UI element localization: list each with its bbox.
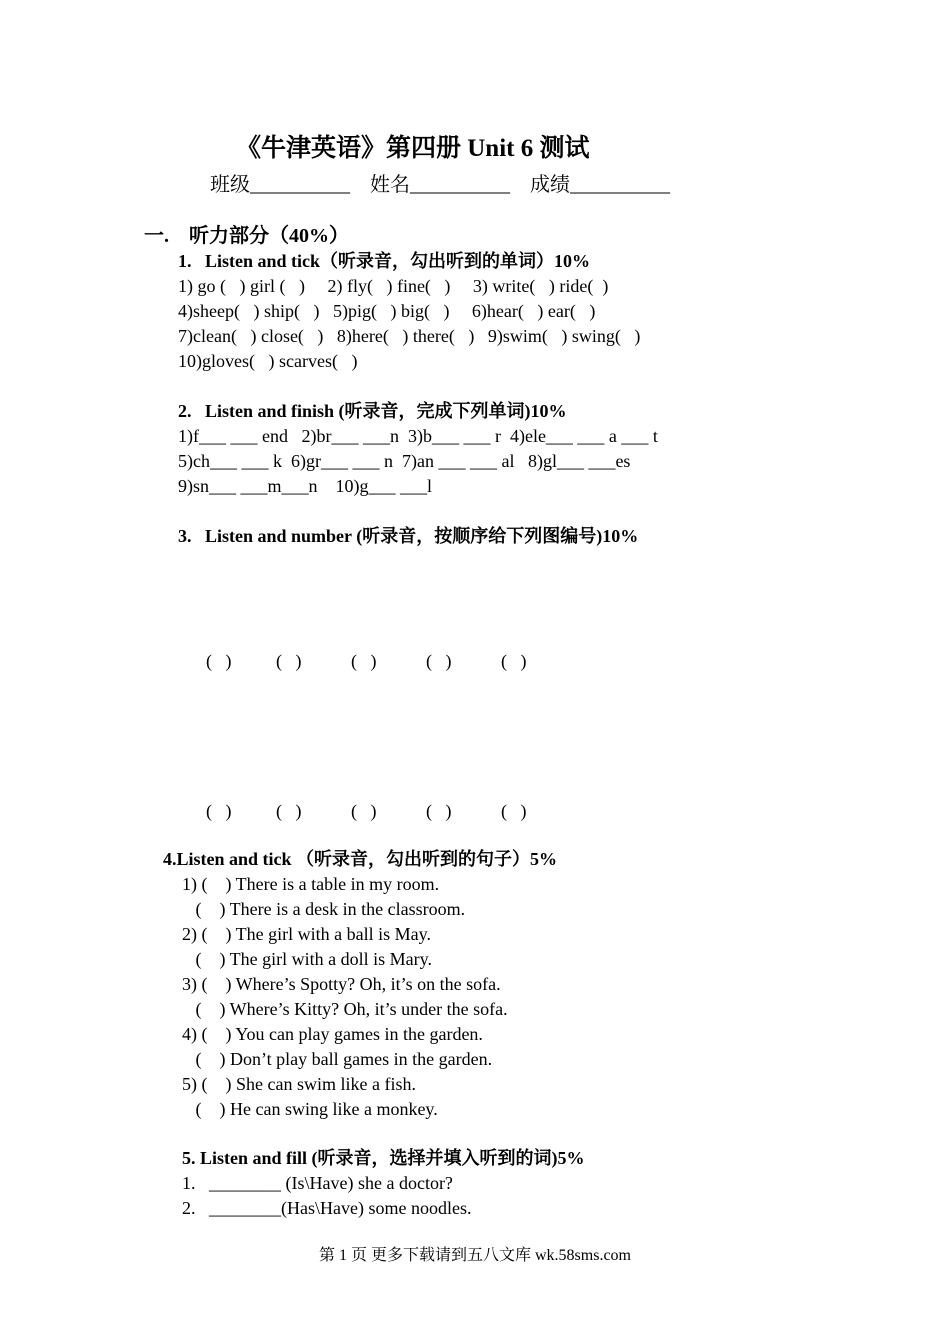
q1-line: 1) go ( ) girl ( ) 2) fly( ) fine( ) 3) write( ) ride( )	[178, 276, 609, 296]
q5-heading: 5. Listen and fill (听录音，选择并填入听到的词)5%	[182, 1148, 585, 1168]
q4-line: 4) ( ) You can play games in the garden.	[182, 1024, 483, 1044]
section-heading: 一. 听力部分（40%）	[144, 225, 349, 247]
picture-number-blank: ( )	[426, 801, 452, 821]
q4-line: ( ) He can swing like a monkey.	[182, 1099, 438, 1119]
picture-number-blank: ( )	[206, 651, 232, 671]
q1-heading: 1. Listen and tick（听录音，勾出听到的单词）10%	[178, 251, 591, 271]
q4-line: 1) ( ) There is a table in my room.	[182, 874, 440, 894]
picture-number-blank: ( )	[206, 801, 232, 821]
picture-number-blank: ( )	[276, 651, 302, 671]
picture-number-blank: ( )	[351, 651, 377, 671]
picture-number-blank: ( )	[501, 651, 527, 671]
page-title: 《牛津英语》第四册 Unit 6 测试	[236, 135, 590, 162]
picture-number-blank: ( )	[501, 801, 527, 821]
q2-line: 9)sn___ ___m___n 10)g___ ___l	[178, 476, 432, 496]
q1-line: 7)clean( ) close( ) 8)here( ) there( ) 9)swim( ) swing( )	[178, 326, 641, 346]
q4-line: ( ) Where’s Kitty? Oh, it’s under the sofa.	[182, 999, 508, 1019]
q1-line: 10)gloves( ) scarves( )	[178, 351, 358, 371]
student-info-line: 班级__________ 姓名__________ 成绩__________	[210, 174, 670, 196]
q2-line: 5)ch___ ___ k 6)gr___ ___ n 7)an ___ ___ al 8)gl___ ___es	[178, 451, 631, 471]
q4-line: ( ) The girl with a doll is Mary.	[182, 949, 432, 969]
picture-number-blank: ( )	[426, 651, 452, 671]
q4-line: ( ) There is a desk in the classroom.	[182, 899, 466, 919]
q4-line: 5) ( ) She can swim like a fish.	[182, 1074, 416, 1094]
q4-heading: 4.Listen and tick （听录音，勾出听到的句子）5%	[163, 849, 558, 869]
page-footer: 第 1 页 更多下载请到五八文库 wk.58sms.com	[318, 1247, 631, 1264]
picture-number-blank: ( )	[351, 801, 377, 821]
q4-line: 3) ( ) Where’s Spotty? Oh, it’s on the sofa.	[182, 974, 501, 994]
q5-line: 1. ________ (Is\Have) she a doctor?	[182, 1173, 453, 1193]
q4-line: 2) ( ) The girl with a ball is May.	[182, 924, 431, 944]
q1-line: 4)sheep( ) ship( ) 5)pig( ) big( ) 6)hear( ) ear( )	[178, 301, 596, 321]
q5-line: 2. ________(Has\Have) some noodles.	[182, 1198, 472, 1218]
picture-number-blank: ( )	[276, 801, 302, 821]
q4-line: ( ) Don’t play ball games in the garden.	[182, 1049, 493, 1069]
q2-line: 1)f___ ___ end 2)br___ ___n 3)b___ ___ r 4)ele___ ___ a ___ t	[178, 426, 658, 446]
q3-heading: 3. Listen and number (听录音，按顺序给下列图编号)10%	[178, 526, 639, 546]
q2-heading: 2. Listen and finish (听录音，完成下列单词)10%	[178, 401, 567, 421]
